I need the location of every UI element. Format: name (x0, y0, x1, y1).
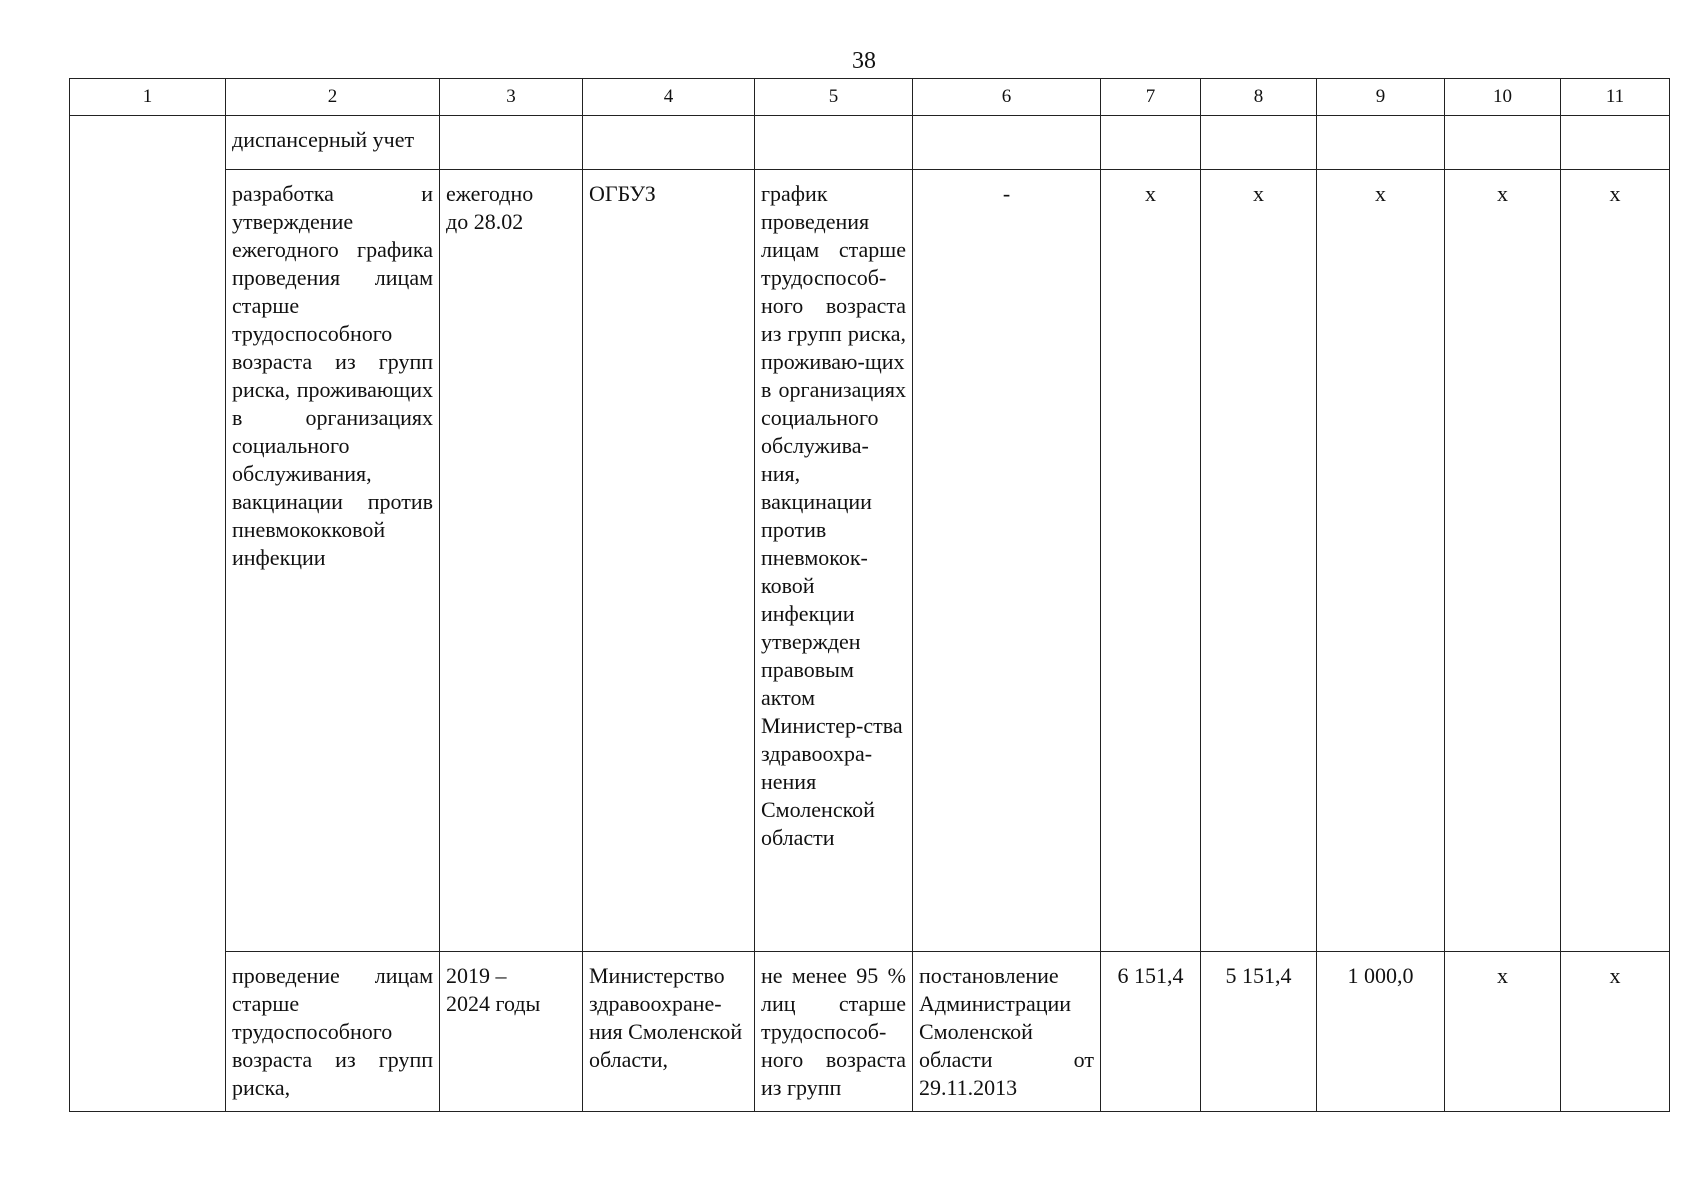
cell-activity: диспансерный учет (226, 116, 440, 170)
cell-other: x (1561, 170, 1670, 952)
program-table (69, 78, 1670, 1112)
cell-total: x (1101, 170, 1201, 952)
cell-col1-empty (70, 116, 226, 1112)
cell-activity: проведение лицам старше трудоспособного возраста из групп риска, (226, 952, 440, 1112)
cell-term: 2019 – 2024 годы (440, 952, 583, 1112)
page-number: 38 (852, 48, 876, 74)
cell-basis: постановление Администрации Смоленской области от 29.11.2013 (913, 952, 1101, 1112)
cell-regional: x (1201, 170, 1317, 952)
cell-total (1101, 116, 1201, 170)
column-header: 2 (226, 79, 440, 116)
cell-federal (1317, 116, 1445, 170)
cell-term (440, 116, 583, 170)
column-number-row (70, 79, 1670, 116)
column-header: 8 (1201, 79, 1317, 116)
cell-executor: ОГБУЗ (583, 170, 755, 952)
cell-executor (583, 116, 755, 170)
cell-federal: x (1317, 170, 1445, 952)
cell-other: x (1561, 952, 1670, 1112)
cell-result: не менее 95 % лиц старше трудоспособ-ного возраста из групп (755, 952, 913, 1112)
column-header: 7 (1101, 79, 1201, 116)
column-header: 3 (440, 79, 583, 116)
column-header: 11 (1561, 79, 1670, 116)
column-header: 9 (1317, 79, 1445, 116)
column-header: 4 (583, 79, 755, 116)
column-header: 1 (70, 79, 226, 116)
cell-activity: разработка и утверждение ежегодного графика проведения лицам старше трудоспособного возраста из групп риска, проживающих в организациях социального обслуживания, вакцинации против пневмококковой инфекции (226, 170, 440, 952)
column-header: 5 (755, 79, 913, 116)
table-row (70, 952, 1670, 1112)
cell-executor: Министерство здравоохране-ния Смоленской области, (583, 952, 755, 1112)
cell-other (1561, 116, 1670, 170)
table-row (70, 170, 1670, 952)
cell-local (1445, 116, 1561, 170)
cell-term: ежегодно до 28.02 (440, 170, 583, 952)
cell-result: график проведения лицам старше трудоспособ-ного возраста из групп риска, проживаю-щих в организациях социального обслужива-ния, вакцинации против пневмокок-ковой инфекции утвержден правовым актом Министер-ства здравоохра-нения Смоленской области (755, 170, 913, 952)
cell-basis (913, 116, 1101, 170)
column-header: 6 (913, 79, 1101, 116)
cell-basis: - (913, 170, 1101, 952)
column-header: 10 (1445, 79, 1561, 116)
cell-regional: 5 151,4 (1201, 952, 1317, 1112)
cell-local: x (1445, 952, 1561, 1112)
table-row (70, 116, 1670, 170)
cell-regional (1201, 116, 1317, 170)
cell-total: 6 151,4 (1101, 952, 1201, 1112)
cell-local: x (1445, 170, 1561, 952)
cell-federal: 1 000,0 (1317, 952, 1445, 1112)
cell-result (755, 116, 913, 170)
